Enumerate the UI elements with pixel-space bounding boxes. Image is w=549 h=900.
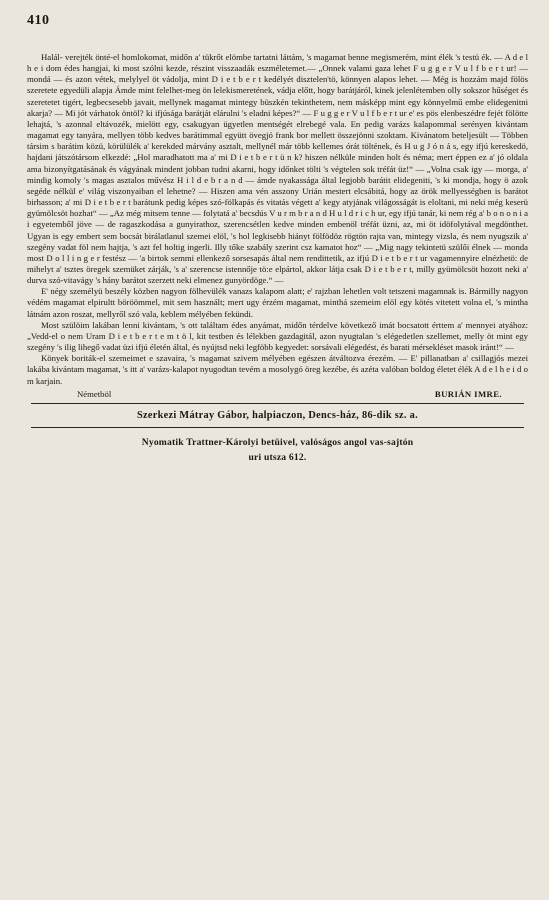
printer-line-1: Nyomatik Trattner-Károlyi betüivel, valóságos angol vas-sajtón bbox=[141, 436, 414, 448]
page-number: 410 bbox=[27, 13, 50, 28]
paragraph: Könyek boriták-el szemeimet e szavaira, 's magamat szivem mélyében egészen átváltozva érezém. — E' pillanatban a' csillagjós mezei lakába kivántam magamat, 's itt a' varázs-kalapot nyugodtan tevém a mosolygó öreg kezébe, és azéta valóban boldog életet élék A d e l h e i d o m karjain. bbox=[27, 353, 528, 386]
editor-line: Szerkezi Mátray Gábor, halpiaczon, Dencs-ház, 86-dik sz. a. bbox=[136, 409, 418, 421]
author-name: BURIÁN IMRE. bbox=[434, 388, 502, 399]
paragraph: E' négy személyü beszély közben nagyon fölhevülék vanazs kalapom alatt; e' rajzban lehetlen volt tetszeni magamnak is. Bármilly nagyon védém magamat elpirultt böröömmel, mit sem használt; mert ugy érzém magamat, minthá szemeim elöl egy kötés vitetett volna el, 's mintha látnám azon roszat, mellyről szó vala, keblem mélyében fekündi. bbox=[27, 286, 528, 319]
article-body bbox=[27, 52, 528, 387]
printer-imprint bbox=[27, 428, 528, 465]
paragraph: Halál- verejték önté-el homlokomat, midőn a' tükrőt elömbe tartatni láttám, 's magamat benne megismerém, mint élék 's testü ék. — A d e l h e i dom édes hangjai, ki most szólni kezde, részint visszaadák eszméletemet.— „Onnek valami gaza lehet F u g g e r V u l f b e r t ur! — mondá — és azon vétek, melylyel öt vádolja, mint D i e t b e r t kedélyét disztelen'tö, könnyen alapos lehet. — Még is hozzám majd fölös szeretete egyedüli alapja Ámde mint felelhet-meg ön lelekismeretének, vádja előtt, hogy barátjáról, kinek jelenlétemben olly sokszor hűséget és szeretetet tigért, legbecsesebb javait, mellynek magamat mintegy büszkén tekinthetem, nem másképp mint egy könnyelmű embe elidegenitni akarja? — Mi jót várhatok öntöl? ki ifjúsága barátját elárulni 's eladni képes?“ — F u g g e r V u l f b e r t ur e' es pös elenbeszédre fejét fölötte lehajtá, 's azonnal eltávozék, mielött egy, csakugyan ügyetlen mentségét elrebegé vala. En pedig varázs kalapommal serényen kivántam magamat egy tanyára, mellyen több kedves barátimmal együtt övegjó frank bor mellett összejönni szoktam. Kivánatom beteljesült — Többen társim s barátim közü, körülülék a' kerekded márvány asztalt, mellynél már több kellemes órát töltének, és H u g J ó n á s, egy ifjú kereskedö, hajdani játszótársom elkezdé: „Hol maradhatott ma a' mi D i e t b e r t ü n k? hiszen nélküle minden holt és néma; mert éppen ez a' jó oldala ama bizonyítgatásának és vágyának mindent jobban tudni akarni, hogy időnket tölti 's végtelen sok tréfát üz!“ — „Volna csak igy — morga, a' mindig komoly 's magas asztalos művész H i l d e b r a n d — ámde nyakassága által legjobb barátit elidegeniti, 's ki mondja, hogy ö azok segéde nélkül e' világ viszonyaiban el lehetne? — Hiszen ama vén asszony Urián mestert elcsábitá, hogy az örök mellyességben is barátot birhasson; a' mi D i e t b e r t barátunk pedig képes szó-fölkapás és vitatás végett a' kegy atyjának világosságát is eloltani, mi neki még keserü gyümölcsöt hozhat“ — „Az még mitsem tenne — folytatá a' becsdús V u r m b r a n d H u l d r i c h ur, egy ifjú tanár, ki nem rég a' b o n o n i a i egyetemből jöve — de ragaszkodása a gunyirathoz, szerencsétlen kedve minden embenöl tréfát üzni, az, mi öt idöfolytával megdönthet. Ugyan is egy embert sem bocsát birálatlanul szemei elöl, 's hol legkisebb hiányt fölfödöz rögtön rajta van, mintegy vizsla, és nem nyugszik a' szegény vadat föl nem hajtja, 's azt fel holtig ingerli. Illy tőke szabály szerint csz kamatot hoz“ — „Mig nagy tekintetü szülői élnek — monda most D o l l i n g e r festész — 'a birtok semmi ellenkező sorsesapás által nem rendittetik, az ifjú D i e t b e r t ur vagamennyire elnézhetö: de mihelyt a' tsztes öregek szemüket zárják, 's a' szerencse istennője tö:e elpártol, akkor látja csak D i e t b e r t, milly gyümölcsöt hozott neki a' durva szó-vitavágy 's hány barátot szerzett neki elmenez gunyördöge.“ — bbox=[27, 52, 528, 286]
source-note: Németböl bbox=[77, 388, 112, 399]
signature-line bbox=[77, 388, 502, 400]
printer-line-2: uri utsza 612. bbox=[248, 451, 307, 463]
paragraph: Most szülöim lakában lenni kivántam, 's ott találtam édes anyámat, midőn térdelve következő imát bocsatott érttem a' mennyei atyához: „Vedd-el o nem Uram D i e t b e r t e m t ö l, kit testben és lélekben gazdagitál, azon nyugtalan 's elégedetlen szellemet, melly öt mint egy szegény 's ilig lihegő vadat üzi ifjú életén által, és nyújtsd neki legföbb kegyedet: sorsávali elégedést, és barati mérsekléset masok iránt!“ — bbox=[27, 319, 528, 353]
